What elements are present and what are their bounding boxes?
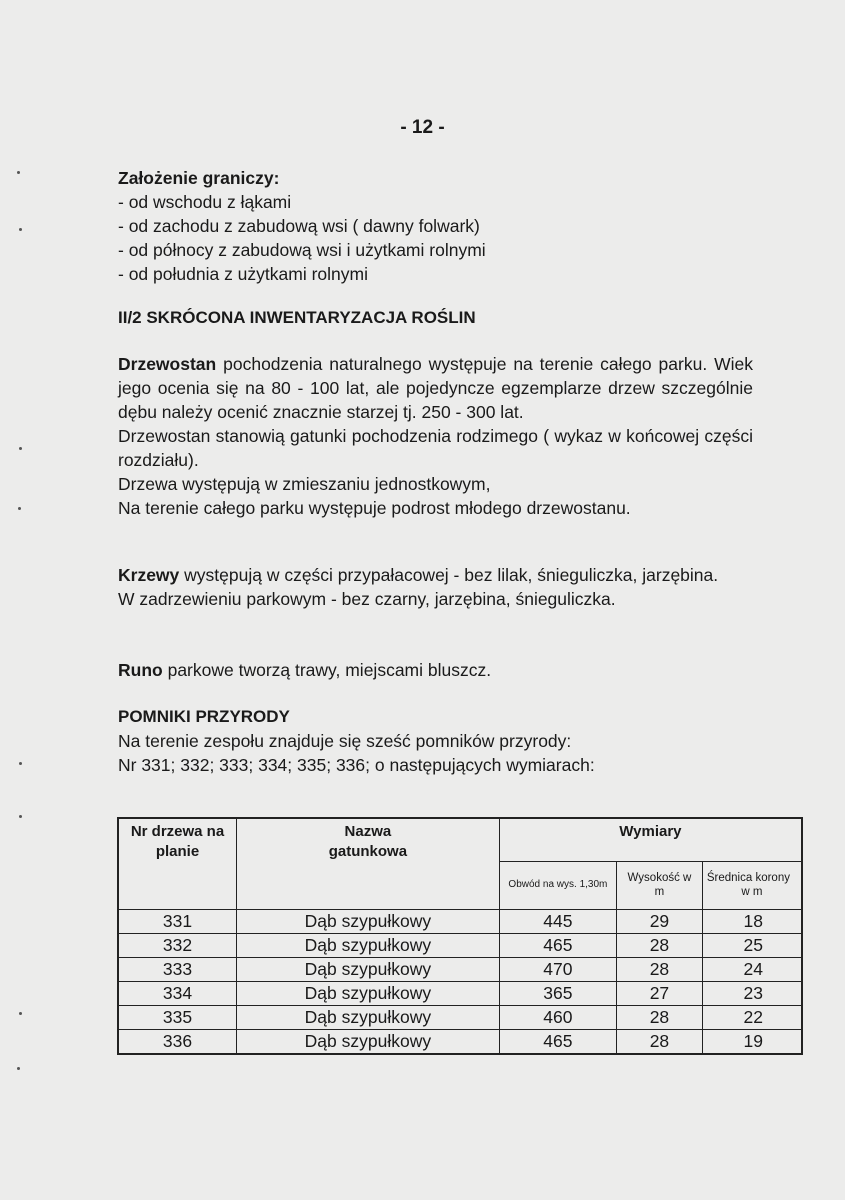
- cell-crown: 24: [702, 957, 802, 981]
- list-item: - od wschodu z łąkami: [118, 190, 753, 214]
- header-name: Nazwa gatunkowa: [237, 818, 500, 909]
- cell-crown: 23: [702, 981, 802, 1005]
- cell-nr: 331: [118, 909, 237, 933]
- cell-circumference: 465: [499, 933, 616, 957]
- header-crown-label: Średnica korony: [706, 872, 790, 884]
- margin-dot: [19, 447, 22, 450]
- boundary-section: [118, 166, 753, 286]
- cell-name: Dąb szypułkowy: [237, 909, 500, 933]
- cell-nr: 335: [118, 1005, 237, 1029]
- cell-height: 28: [617, 957, 703, 981]
- monuments-table: [117, 817, 803, 1055]
- page-number: - 12 -: [400, 117, 445, 138]
- margin-dot: [19, 1012, 22, 1015]
- stand-paragraph: [118, 352, 753, 424]
- table-row: [118, 1005, 802, 1029]
- margin-dot: [17, 1067, 20, 1070]
- runo-section: [118, 658, 753, 682]
- cell-circumference: 470: [499, 957, 616, 981]
- margin-dot: [17, 171, 20, 174]
- table-row: [118, 1029, 802, 1054]
- list-item: - od zachodu z zabudową wsi ( dawny folwark): [118, 214, 753, 238]
- runo-paragraph: [118, 658, 753, 682]
- table-row: [118, 933, 802, 957]
- cell-name: Dąb szypułkowy: [237, 957, 500, 981]
- header-circumference: Obwód na wys. 1,30m: [499, 861, 616, 909]
- margin-dot: [19, 228, 22, 231]
- table-row: [118, 909, 802, 933]
- cell-name: Dąb szypułkowy: [237, 933, 500, 957]
- header-dims: Wymiary: [499, 818, 802, 861]
- stand-paragraph-4: Na terenie całego parku występuje podrost młodego drzewostanu.: [118, 498, 631, 518]
- runo-text: parkowe tworzą trawy, miejscami bluszcz.: [162, 660, 492, 680]
- list-item: - od północy z zabudową wsi i użytkami rolnymi: [118, 238, 753, 262]
- boundary-list: [118, 190, 753, 286]
- stand-paragraph-3: Drzewa występują w zmieszaniu jednostkowym,: [118, 474, 491, 494]
- cell-crown: 18: [702, 909, 802, 933]
- runo-term: Runo: [118, 660, 163, 680]
- header-nr: Nr drzewa na planie: [118, 818, 237, 909]
- cell-nr: 336: [118, 1029, 237, 1054]
- shrubs-paragraph-2: W zadrzewieniu parkowym - bez czarny, jarzębina, śnieguliczka.: [118, 589, 616, 609]
- stand-term: Drzewostan: [118, 354, 217, 374]
- cell-circumference: 445: [499, 909, 616, 933]
- cell-name: Dąb szypułkowy: [237, 981, 500, 1005]
- margin-dot: [19, 815, 22, 818]
- shrubs-paragraph: [118, 563, 753, 587]
- cell-circumference: 365: [499, 981, 616, 1005]
- table-row: [118, 957, 802, 981]
- stand-section: [118, 352, 753, 520]
- monuments-line-2: Nr 331; 332; 333; 334; 335; 336; o następujących wymiarach:: [118, 755, 595, 775]
- shrubs-section: [118, 563, 753, 611]
- cell-circumference: 460: [499, 1005, 616, 1029]
- cell-name: Dąb szypułkowy: [237, 1005, 500, 1029]
- stand-text: pochodzenia naturalnego występuje na terenie całego parku. Wiek jego ocenia się na 80 - 100 lat, ale pojedyncze egzemplarze drzew szczególnie dębu należy ocenić znacznie starzej tj. 250 - 300 lat.: [118, 354, 753, 422]
- table-row: [118, 981, 802, 1005]
- cell-height: 28: [617, 1005, 703, 1029]
- cell-height: 28: [617, 933, 703, 957]
- cell-crown: 19: [702, 1029, 802, 1054]
- boundary-heading: Założenie graniczy:: [118, 168, 280, 188]
- section-heading: II/2 SKRÓCONA INWENTARYZACJA ROŚLIN: [118, 308, 476, 327]
- cell-circumference: 465: [499, 1029, 616, 1054]
- monuments-section: [118, 705, 753, 777]
- shrubs-term: Krzewy: [118, 565, 180, 585]
- stand-paragraph-2: Drzewostan stanowią gatunki pochodzenia rodzimego ( wykaz w końcowej części rozdziału).: [118, 426, 753, 470]
- margin-dot: [19, 762, 22, 765]
- cell-crown: 22: [702, 1005, 802, 1029]
- cell-nr: 332: [118, 933, 237, 957]
- margin-dot: [18, 507, 21, 510]
- cell-name: Dąb szypułkowy: [237, 1029, 500, 1054]
- list-item: - od południa z użytkami rolnymi: [118, 262, 753, 286]
- cell-height: 29: [617, 909, 703, 933]
- header-crown: [702, 861, 802, 909]
- cell-crown: 25: [702, 933, 802, 957]
- header-height: Wysokość w m: [617, 861, 703, 909]
- cell-nr: 334: [118, 981, 237, 1005]
- shrubs-text: występują w części przypałacowej - bez lilak, śnieguliczka, jarzębina.: [179, 565, 719, 585]
- header-crown-unit: w m: [741, 886, 763, 898]
- cell-nr: 333: [118, 957, 237, 981]
- cell-height: 27: [617, 981, 703, 1005]
- monuments-heading: POMNIKI PRZYRODY: [118, 707, 290, 726]
- monuments-line-1: Na terenie zespołu znajduje się sześć pomników przyrody:: [118, 731, 572, 751]
- cell-height: 28: [617, 1029, 703, 1054]
